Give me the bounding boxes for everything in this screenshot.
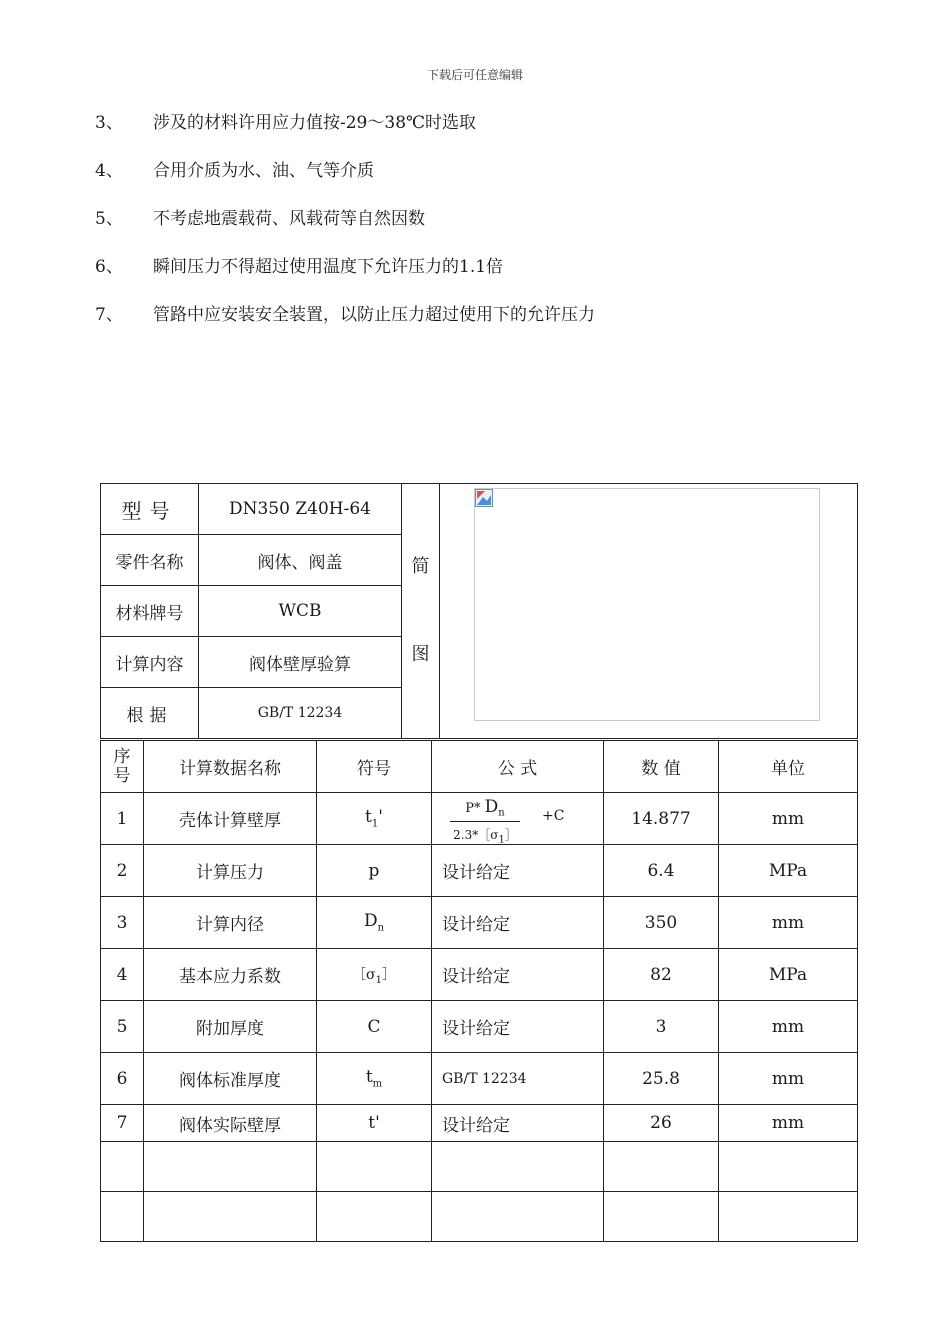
note-number: 3、 (95, 112, 123, 133)
row-name: 基本应力系数 (144, 949, 317, 1001)
note-item (95, 144, 875, 192)
note-text: 合用介质为水、油、气等介质 (153, 160, 374, 181)
table-row (101, 793, 858, 845)
row-symbol: p (317, 845, 432, 897)
formula-plus-c: +C (542, 808, 565, 824)
row-unit: mm (719, 1105, 858, 1142)
row-value: 3 (604, 1001, 719, 1053)
material-value: WCB (199, 586, 402, 637)
note-item (95, 288, 875, 336)
row-seq: 1 (101, 793, 144, 845)
row-seq: 6 (101, 1053, 144, 1105)
row-value: 82 (604, 949, 719, 1001)
col-header-name: 计算数据名称 (144, 741, 317, 793)
row-unit: mm (719, 793, 858, 845)
table-row (101, 949, 858, 1001)
note-text: 不考虑地震载荷、风载荷等自然因数 (153, 208, 425, 229)
table-row (101, 1001, 858, 1053)
part-label: 零件名称 (101, 535, 199, 586)
row-formula: 设计给定 (432, 1001, 604, 1053)
formula-numerator: P* $D_n$ (465, 797, 505, 819)
row-unit: mm (719, 897, 858, 949)
calc-value: 阀体壁厚验算 (199, 637, 402, 688)
row-formula: GB/T 12234 (432, 1053, 604, 1105)
note-number: 5、 (95, 208, 123, 229)
col-header-symbol: 符号 (317, 741, 432, 793)
row-seq: 7 (101, 1105, 144, 1142)
row-formula: 设计给定 (432, 897, 604, 949)
col-header-formula: 公 式 (432, 741, 604, 793)
row-seq: 2 (101, 845, 144, 897)
table-row (101, 1105, 858, 1142)
row-unit: mm (719, 1053, 858, 1105)
row-symbol: t' (317, 1105, 432, 1142)
formula-denominator: $2.3*[\sigma_1]$ (453, 827, 517, 845)
fraction-bar (450, 821, 520, 822)
row-unit: mm (719, 1001, 858, 1053)
header-note: 下载后可任意编辑 (426, 68, 523, 82)
empty-row (101, 1192, 858, 1242)
row-formula: 设计给定 (432, 845, 604, 897)
row-name: 附加厚度 (144, 1001, 317, 1053)
table-row (101, 897, 858, 949)
col-header-value: 数 值 (604, 741, 719, 793)
note-text: 管路中应安装安全装置，以防止压力超过使用下的允许压力 (153, 304, 595, 325)
diagram-label (402, 484, 440, 739)
note-number: 6、 (95, 256, 123, 277)
row-formula (432, 793, 604, 845)
row-symbol: C (317, 1001, 432, 1053)
model-value: DN350 Z40H-64 (199, 484, 402, 535)
row-name: 阀体标准厚度 (144, 1053, 317, 1105)
row-seq: 5 (101, 1001, 144, 1053)
note-item (95, 96, 875, 144)
formula-fraction (450, 797, 520, 845)
row-seq: 4 (101, 949, 144, 1001)
row-symbol: $D_n$ (317, 897, 432, 949)
calc-table (100, 740, 858, 1242)
row-unit: MPa (719, 845, 858, 897)
col-header-seq: 序 号 (101, 741, 144, 793)
part-value: 阀体、阀盖 (199, 535, 402, 586)
note-item (95, 240, 875, 288)
row-value: 350 (604, 897, 719, 949)
broken-image-icon (475, 489, 493, 507)
row-value: 6.4 (604, 845, 719, 897)
row-symbol: $t_m$ (317, 1053, 432, 1105)
row-seq: 3 (101, 897, 144, 949)
row-formula: 设计给定 (432, 1105, 604, 1142)
info-table (100, 483, 858, 739)
table-row (101, 1053, 858, 1105)
row-name: 计算压力 (144, 845, 317, 897)
material-label: 材料牌号 (101, 586, 199, 637)
diagram-label-char: 简 (411, 556, 430, 577)
note-number: 7、 (95, 304, 123, 325)
row-value: 26 (604, 1105, 719, 1142)
note-item (95, 192, 875, 240)
row-value: 14.877 (604, 793, 719, 845)
diagram-label-char: 图 (411, 644, 430, 665)
calc-label: 计算内容 (101, 637, 199, 688)
diagram-image-frame (474, 488, 820, 721)
table-row (101, 845, 858, 897)
basis-value: GB/T 12234 (199, 688, 402, 739)
row-unit: MPa (719, 949, 858, 1001)
row-formula: 设计给定 (432, 949, 604, 1001)
notes-list (95, 96, 875, 336)
row-symbol: $t_1'$ (317, 793, 432, 845)
table-header-row (101, 741, 858, 793)
row-name: 壳体计算壁厚 (144, 793, 317, 845)
empty-row (101, 1142, 858, 1192)
row-name: 阀体实际壁厚 (144, 1105, 317, 1142)
diagram-cell (440, 484, 858, 739)
note-text: 瞬间压力不得超过使用温度下允许压力的1.1倍 (153, 256, 504, 277)
row-symbol: $[\sigma_1]$ (317, 949, 432, 1001)
row-name: 计算内径 (144, 897, 317, 949)
basis-label: 根据 (101, 688, 199, 739)
model-label: 型号 (101, 484, 199, 535)
row-value: 25.8 (604, 1053, 719, 1105)
note-text: 涉及的材料许用应力值按-29～38℃时选取 (153, 112, 477, 133)
note-number: 4、 (95, 160, 123, 181)
col-header-unit: 单位 (719, 741, 858, 793)
